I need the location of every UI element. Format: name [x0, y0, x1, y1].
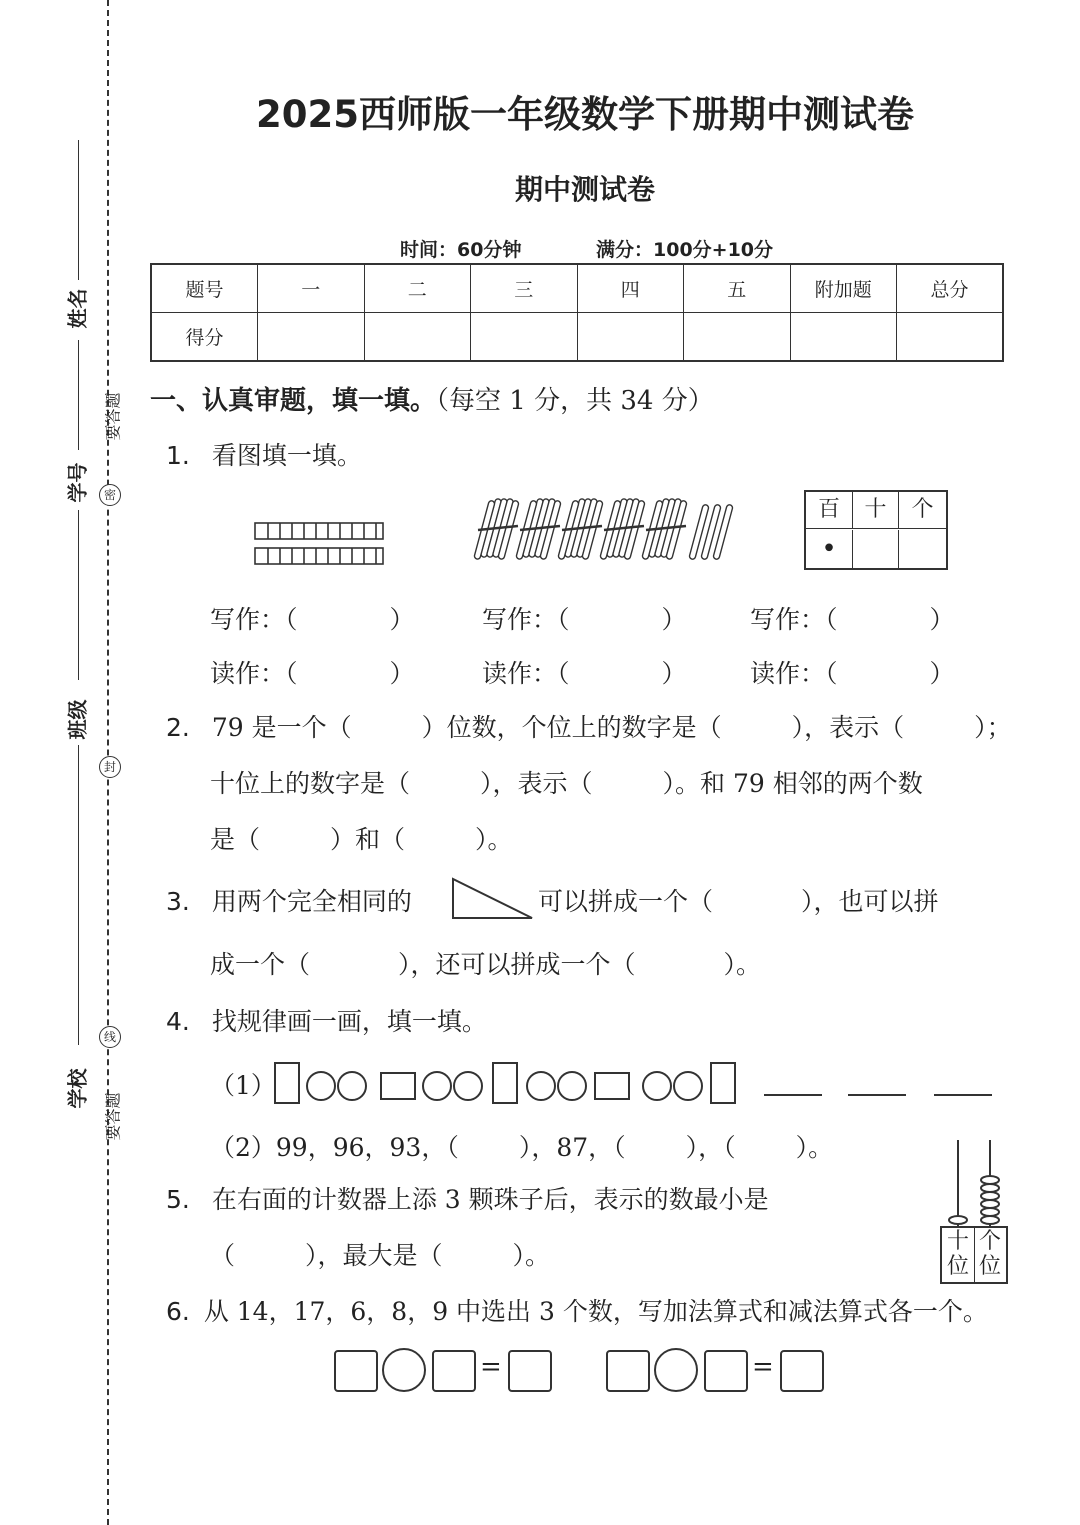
place-tens-label: 十 [853, 492, 899, 529]
single-sticks [689, 504, 733, 560]
q1-text: 看图填一填。 [211, 441, 362, 470]
place-ones-label: 个 [899, 492, 946, 529]
seal-xian: 线 [99, 1026, 121, 1048]
answer-paren-open: （ [285, 659, 298, 688]
answer-paren-close: ） [661, 605, 687, 634]
abacus-bead [981, 1176, 999, 1184]
q6-prompt [166, 1292, 988, 1328]
q4-number: 4. [166, 1007, 190, 1036]
equals-sign: = [480, 1352, 502, 1382]
write-label: 写作： [210, 605, 286, 634]
pattern-circle [453, 1071, 483, 1101]
pattern-circle [673, 1071, 703, 1101]
answer-paren-close: ） [389, 659, 415, 688]
score-header-cell: 二 [364, 264, 471, 313]
pattern-circle [526, 1071, 556, 1101]
equation-operator-circle[interactable] [382, 1348, 426, 1392]
read-label: 读作： [482, 659, 558, 688]
q4-text: （2）99，96，93，（ [210, 1133, 459, 1162]
score-input-cell[interactable] [258, 313, 365, 362]
pattern-tall-rect [492, 1062, 518, 1104]
q2-text: ），表示（ [791, 713, 905, 742]
answer-paren-close: ） [389, 605, 415, 634]
q4-text: ）。 [795, 1133, 834, 1162]
q2-text: 79 是一个（ [211, 713, 352, 742]
place-tens-cell [853, 530, 899, 568]
q5-line-1 [166, 1180, 769, 1216]
class-line [78, 745, 79, 1045]
equation-result-box[interactable] [508, 1350, 552, 1392]
q2-text: 是（ [210, 825, 261, 854]
stick-bundle [600, 498, 645, 559]
score-table [150, 263, 1004, 362]
q3-text: ），也可以拼 [801, 887, 939, 916]
pattern-circle [422, 1071, 452, 1101]
write-label: 写作： [750, 605, 826, 634]
q1-write-row [210, 600, 415, 636]
score-table-header-row [151, 264, 1003, 313]
q2-line-2 [210, 764, 923, 800]
equation-number-box[interactable] [334, 1350, 378, 1392]
score-header-cell: 一 [258, 264, 365, 313]
side-label-student-id: 学号 [65, 462, 90, 503]
q5-number: 5. [166, 1185, 190, 1214]
page-title: 2025西师版一年级数学下册期中测试卷 [256, 93, 914, 136]
equation-result-box[interactable] [780, 1350, 824, 1392]
score-header-cell: 题号 [151, 264, 258, 313]
score-input-cell[interactable] [790, 313, 897, 362]
q2-line-1 [166, 708, 1012, 744]
score-header-cell: 总分 [897, 264, 1004, 313]
q1-number: 1. [166, 441, 190, 470]
answer-paren-open: （ [557, 659, 570, 688]
pattern-answer-line[interactable] [764, 1094, 822, 1096]
score-table-score-row [151, 313, 1003, 362]
name-line [78, 140, 79, 280]
score-input-cell[interactable] [471, 313, 578, 362]
section-1-note: （每空 1 分，共 34 分） [436, 386, 714, 416]
q4-part-1-label: （1） [210, 1071, 276, 1100]
score-header-cell: 三 [471, 264, 578, 313]
stick-bundle [558, 498, 603, 559]
pattern-circle [337, 1071, 367, 1101]
q3-number: 3. [166, 887, 190, 916]
answer-paren-close: ） [929, 605, 955, 634]
equation-number-box[interactable] [704, 1350, 748, 1392]
q4-text: 找规律画一画，填一填。 [211, 1007, 487, 1036]
q5-text: 在右面的计数器上添 3 颗珠子后，表示的数最小是 [211, 1185, 769, 1214]
q3-text: 用两个完全相同的 [211, 887, 412, 916]
score-input-cell[interactable] [364, 313, 471, 362]
abacus-bead [981, 1200, 999, 1208]
q3-text: 可以拼成一个（ [538, 887, 714, 916]
answer-paren-open: （ [825, 605, 838, 634]
score-row-label: 得分 [151, 313, 258, 362]
q3-line-2 [210, 945, 761, 981]
write-label: 写作： [482, 605, 558, 634]
side-mark-top: 要答题 [103, 392, 123, 441]
page-subtitle: 期中测试卷 [514, 173, 655, 206]
place-hundreds-label: 百 [806, 492, 853, 529]
stick-bundles-illustration [470, 494, 740, 566]
q3-line-1b [538, 882, 939, 918]
place-hundreds-bead: • [806, 530, 853, 568]
score-input-cell[interactable] [897, 313, 1004, 362]
place-value-chart [804, 490, 948, 570]
q6-number: 6. [166, 1297, 190, 1326]
abacus-label-ones: 个位 [978, 1229, 1001, 1279]
side-label-class: 班级 [65, 699, 90, 740]
abacus-label-tens: 十位 [946, 1229, 969, 1279]
answer-paren-open: （ [557, 605, 570, 634]
name-line-2 [78, 340, 79, 450]
read-label: 读作： [210, 659, 286, 688]
answer-paren-close: ） [929, 659, 955, 688]
q2-text: ）。 [475, 825, 513, 854]
q1-read-row [482, 654, 687, 690]
equation-operator-circle[interactable] [654, 1348, 698, 1392]
abacus-bead [981, 1192, 999, 1200]
answer-paren-open: （ [285, 605, 298, 634]
time-info: 时间：60分钟 [400, 239, 522, 261]
q2-number: 2. [166, 713, 190, 742]
stick-bundle [474, 498, 519, 559]
answer-paren-close: ） [661, 659, 687, 688]
equals-sign: = [752, 1352, 774, 1382]
q2-text: ），表示（ [480, 769, 593, 798]
abacus-rods [940, 1138, 1010, 1228]
pattern-tall-rect [710, 1062, 736, 1104]
score-header-cell: 附加题 [790, 264, 897, 313]
score-info: 满分：100分+10分 [596, 239, 774, 261]
q4-prompt [166, 1002, 487, 1038]
right-triangle-icon [450, 876, 536, 922]
q1-write-row [750, 600, 955, 636]
pattern-wide-rect [594, 1072, 630, 1100]
score-input-cell[interactable] [577, 313, 684, 362]
q3-line-1a [166, 882, 412, 918]
pattern-wide-rect [380, 1072, 416, 1100]
equation-number-box[interactable] [432, 1350, 476, 1392]
abacus-bead [981, 1216, 999, 1224]
q5-line-2 [210, 1236, 550, 1272]
pattern-tall-rect [274, 1062, 300, 1104]
hundred-flats-illustration [252, 520, 388, 570]
pattern-circle [642, 1071, 672, 1101]
abacus-base [940, 1226, 1008, 1284]
pattern-answer-line[interactable] [934, 1094, 992, 1096]
q3-text: ）。 [723, 950, 762, 979]
equation-number-box[interactable] [606, 1350, 650, 1392]
answer-paren-open: （ [825, 659, 838, 688]
section-1-title: 一、认真审题，填一填。 [150, 386, 437, 416]
pattern-circle [306, 1071, 336, 1101]
stick-bundle [642, 498, 687, 559]
q1-prompt [166, 436, 362, 472]
read-label: 读作： [750, 659, 826, 688]
q2-text: ）和（ [330, 825, 406, 854]
q5-text: ），最大是（ [305, 1241, 443, 1270]
abacus-bead [981, 1208, 999, 1216]
section-1-heading [150, 380, 714, 417]
score-header-cell: 四 [577, 264, 684, 313]
q2-line-3 [210, 820, 513, 856]
q5-text: ）。 [512, 1241, 551, 1270]
abacus-bead [949, 1216, 967, 1224]
side-mark-bottom: 要答题 [103, 1092, 123, 1141]
abacus-divider [974, 1228, 975, 1282]
q3-text: ），还可以拼成一个（ [398, 950, 636, 979]
q3-text: 成一个（ [210, 950, 311, 979]
student-id-line [78, 510, 79, 680]
score-input-cell[interactable] [684, 313, 791, 362]
q4-text: ），87，（ [518, 1133, 626, 1162]
q1-write-row [482, 600, 687, 636]
q4-text: ），（ [685, 1133, 736, 1162]
stick-bundle [516, 498, 561, 559]
q2-text: ）； [974, 713, 1012, 742]
pattern-answer-line[interactable] [848, 1094, 906, 1096]
q2-text: ）。和 79 相邻的两个数 [662, 769, 923, 798]
seal-mi: 密 [99, 484, 121, 506]
q5-text: （ [210, 1241, 236, 1270]
seal-feng: 封 [99, 756, 121, 778]
q6-text: 从 14，17，6，8，9 中选出 3 个数，写加法算式和减法算式各一个。 [203, 1297, 988, 1326]
q2-text: 十位上的数字是（ [210, 769, 411, 798]
side-label-school: 学校 [65, 1068, 90, 1109]
abacus-bead [981, 1184, 999, 1192]
q1-read-row [750, 654, 955, 690]
q2-text: ）位数，个位上的数字是（ [421, 713, 722, 742]
q4-part-2 [210, 1128, 833, 1164]
q1-read-row [210, 654, 415, 690]
score-header-cell: 五 [684, 264, 791, 313]
pattern-circle [557, 1071, 587, 1101]
side-label-name: 姓名 [65, 288, 90, 329]
